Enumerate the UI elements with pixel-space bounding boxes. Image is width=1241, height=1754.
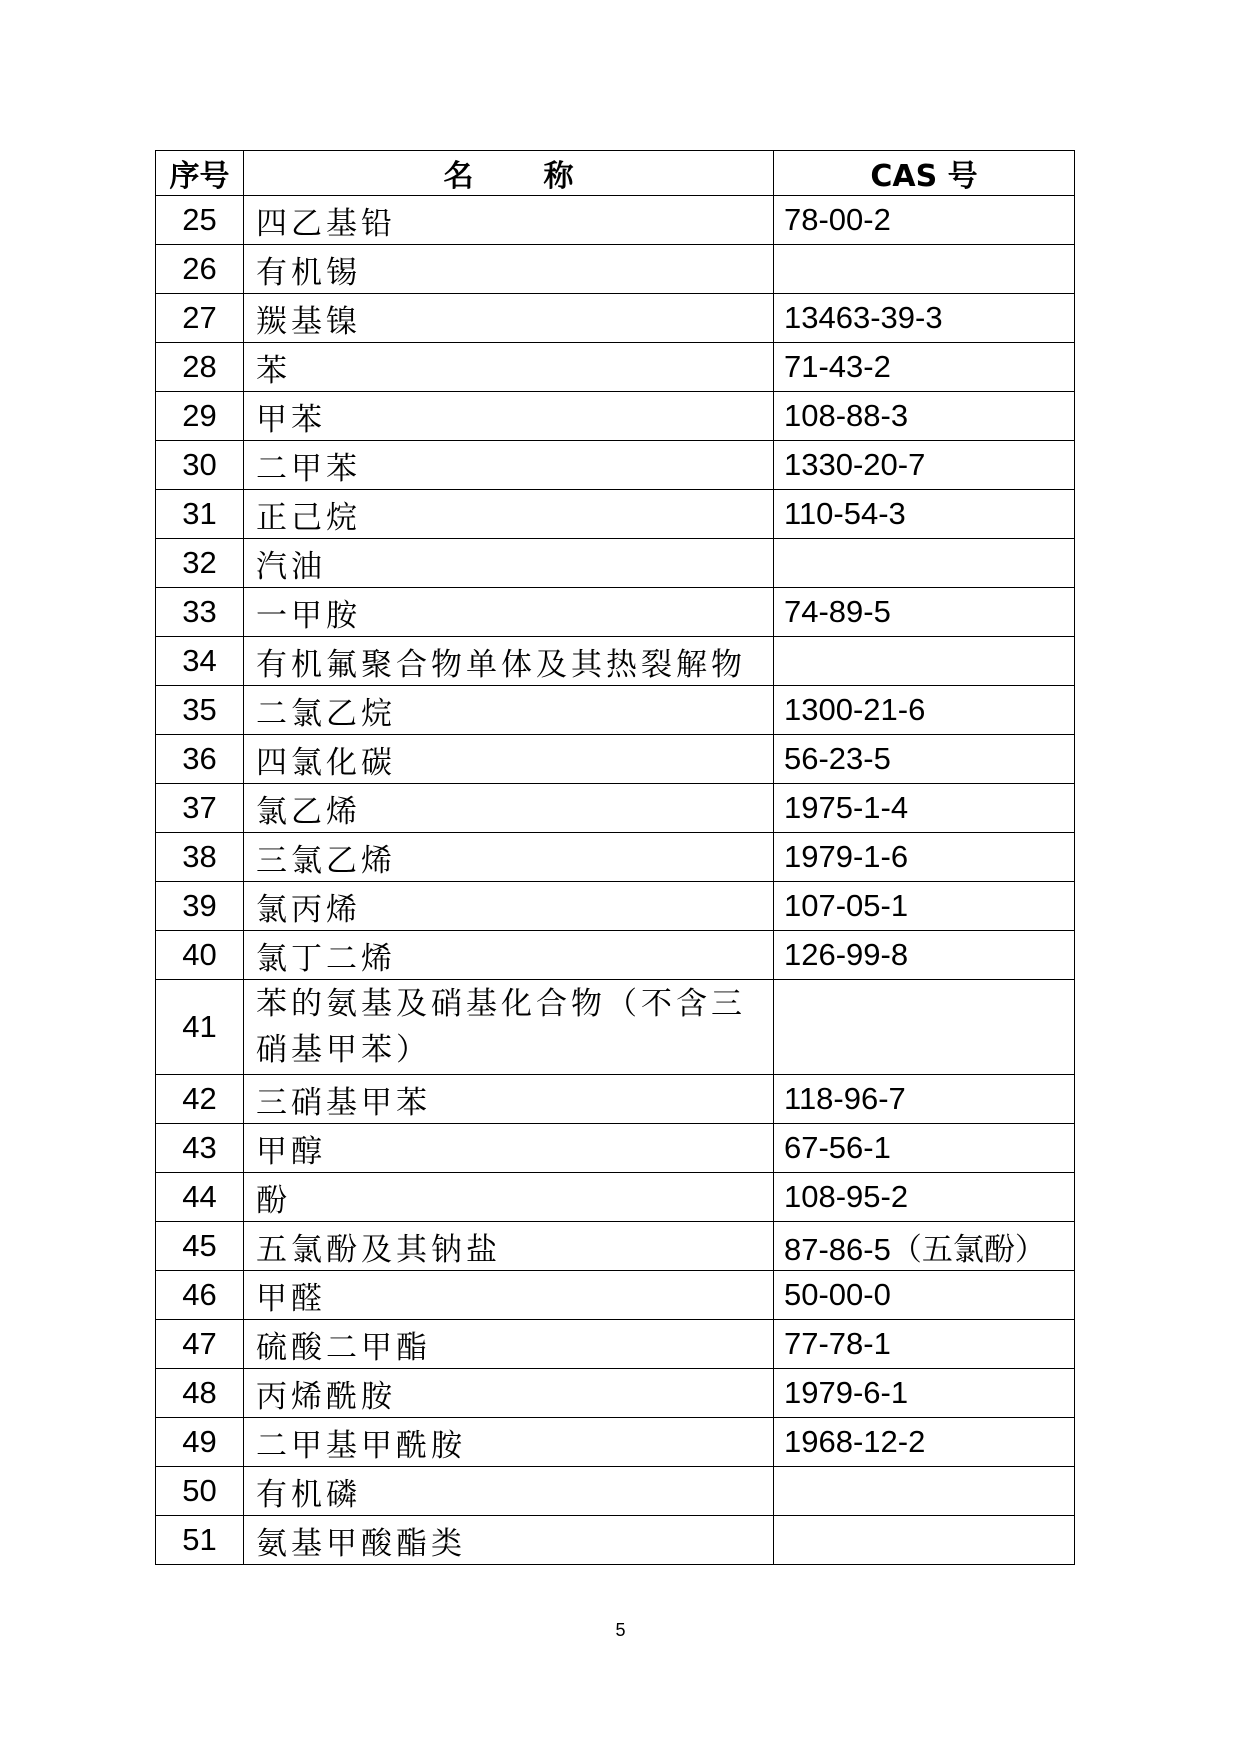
table-row	[156, 1124, 1075, 1173]
chemical-name: 三硝基甲苯	[244, 1075, 774, 1124]
row-number: 27	[156, 294, 244, 343]
row-number: 35	[156, 686, 244, 735]
row-number: 39	[156, 882, 244, 931]
cas-number: 67-56-1	[774, 1124, 1075, 1173]
row-number: 42	[156, 1075, 244, 1124]
table-row	[156, 392, 1075, 441]
row-number: 41	[156, 980, 244, 1075]
cas-number: 1330-20-7	[774, 441, 1075, 490]
cas-number	[774, 539, 1075, 588]
cas-number: 1300-21-6	[774, 686, 1075, 735]
row-number: 30	[156, 441, 244, 490]
row-number: 36	[156, 735, 244, 784]
cas-number: 50-00-0	[774, 1271, 1075, 1320]
row-number: 47	[156, 1320, 244, 1369]
chemical-name: 苯的氨基及硝基化合物（不含三硝基甲苯）	[244, 980, 774, 1075]
row-number: 44	[156, 1173, 244, 1222]
cas-number: 56-23-5	[774, 735, 1075, 784]
row-number: 51	[156, 1516, 244, 1565]
chemical-name: 二氯乙烷	[244, 686, 774, 735]
header-index: 序号	[156, 151, 244, 196]
header-cas: CAS 号	[774, 151, 1075, 196]
cas-number	[774, 637, 1075, 686]
chemical-table	[155, 150, 1075, 1565]
row-number: 25	[156, 196, 244, 245]
cas-number: 1979-1-6	[774, 833, 1075, 882]
chemical-name: 有机氟聚合物单体及其热裂解物	[244, 637, 774, 686]
chemical-name: 二甲基甲酰胺	[244, 1418, 774, 1467]
table-row	[156, 1222, 1075, 1271]
cas-number	[774, 1467, 1075, 1516]
table-row	[156, 1369, 1075, 1418]
table-row	[156, 1467, 1075, 1516]
table-row	[156, 343, 1075, 392]
chemical-name: 氨基甲酸酯类	[244, 1516, 774, 1565]
chemical-name: 甲醇	[244, 1124, 774, 1173]
table-row	[156, 245, 1075, 294]
chemical-name: 氯丁二烯	[244, 931, 774, 980]
table-row	[156, 1320, 1075, 1369]
chemical-name: 氯乙烯	[244, 784, 774, 833]
cas-number: 87-86-5（五氯酚）	[774, 1222, 1075, 1271]
cas-number: 77-78-1	[774, 1320, 1075, 1369]
cas-number: 126-99-8	[774, 931, 1075, 980]
chemical-name: 正己烷	[244, 490, 774, 539]
table-row	[156, 294, 1075, 343]
row-number: 28	[156, 343, 244, 392]
table-body	[156, 196, 1075, 1565]
table-row	[156, 1173, 1075, 1222]
row-number: 43	[156, 1124, 244, 1173]
table-row	[156, 784, 1075, 833]
chemical-name: 氯丙烯	[244, 882, 774, 931]
cas-number: 1968-12-2	[774, 1418, 1075, 1467]
table-row	[156, 1075, 1075, 1124]
table-row	[156, 637, 1075, 686]
cas-number: 1975-1-4	[774, 784, 1075, 833]
chemical-name: 五氯酚及其钠盐	[244, 1222, 774, 1271]
cas-number	[774, 980, 1075, 1075]
cas-number: 74-89-5	[774, 588, 1075, 637]
chemical-name: 有机锡	[244, 245, 774, 294]
table-row	[156, 588, 1075, 637]
row-number: 32	[156, 539, 244, 588]
row-number: 33	[156, 588, 244, 637]
table-row	[156, 1418, 1075, 1467]
row-number: 49	[156, 1418, 244, 1467]
table-row	[156, 735, 1075, 784]
cas-number	[774, 1516, 1075, 1565]
table-row	[156, 1516, 1075, 1565]
table-row	[156, 931, 1075, 980]
chemical-name: 二甲苯	[244, 441, 774, 490]
table-row	[156, 980, 1075, 1075]
table-row	[156, 686, 1075, 735]
chemical-name: 有机磷	[244, 1467, 774, 1516]
row-number: 45	[156, 1222, 244, 1271]
chemical-name: 四氯化碳	[244, 735, 774, 784]
table-row	[156, 539, 1075, 588]
row-number: 48	[156, 1369, 244, 1418]
table-row	[156, 1271, 1075, 1320]
cas-number: 1979-6-1	[774, 1369, 1075, 1418]
table-row	[156, 490, 1075, 539]
chemical-name: 甲苯	[244, 392, 774, 441]
row-number: 34	[156, 637, 244, 686]
row-number: 29	[156, 392, 244, 441]
chemical-name: 羰基镍	[244, 294, 774, 343]
chemical-name: 四乙基铅	[244, 196, 774, 245]
chemical-name: 一甲胺	[244, 588, 774, 637]
header-name: 名称	[244, 151, 774, 196]
row-number: 37	[156, 784, 244, 833]
chemical-name: 三氯乙烯	[244, 833, 774, 882]
table-row	[156, 441, 1075, 490]
page-number: 5	[615, 1620, 626, 1640]
row-number: 40	[156, 931, 244, 980]
row-number: 50	[156, 1467, 244, 1516]
chemical-name: 酚	[244, 1173, 774, 1222]
row-number: 31	[156, 490, 244, 539]
cas-number: 71-43-2	[774, 343, 1075, 392]
cas-number: 108-88-3	[774, 392, 1075, 441]
row-number: 38	[156, 833, 244, 882]
chemical-name: 汽油	[244, 539, 774, 588]
row-number: 46	[156, 1271, 244, 1320]
table-row	[156, 833, 1075, 882]
cas-number: 110-54-3	[774, 490, 1075, 539]
chemical-name: 甲醛	[244, 1271, 774, 1320]
row-number: 26	[156, 245, 244, 294]
cas-number: 107-05-1	[774, 882, 1075, 931]
cas-number	[774, 245, 1075, 294]
chemical-name: 丙烯酰胺	[244, 1369, 774, 1418]
table-row	[156, 196, 1075, 245]
chemical-name: 苯	[244, 343, 774, 392]
table-row	[156, 882, 1075, 931]
chemical-name: 硫酸二甲酯	[244, 1320, 774, 1369]
cas-number: 118-96-7	[774, 1075, 1075, 1124]
cas-number: 13463-39-3	[774, 294, 1075, 343]
table-header-row	[156, 151, 1075, 196]
cas-number: 108-95-2	[774, 1173, 1075, 1222]
cas-number: 78-00-2	[774, 196, 1075, 245]
